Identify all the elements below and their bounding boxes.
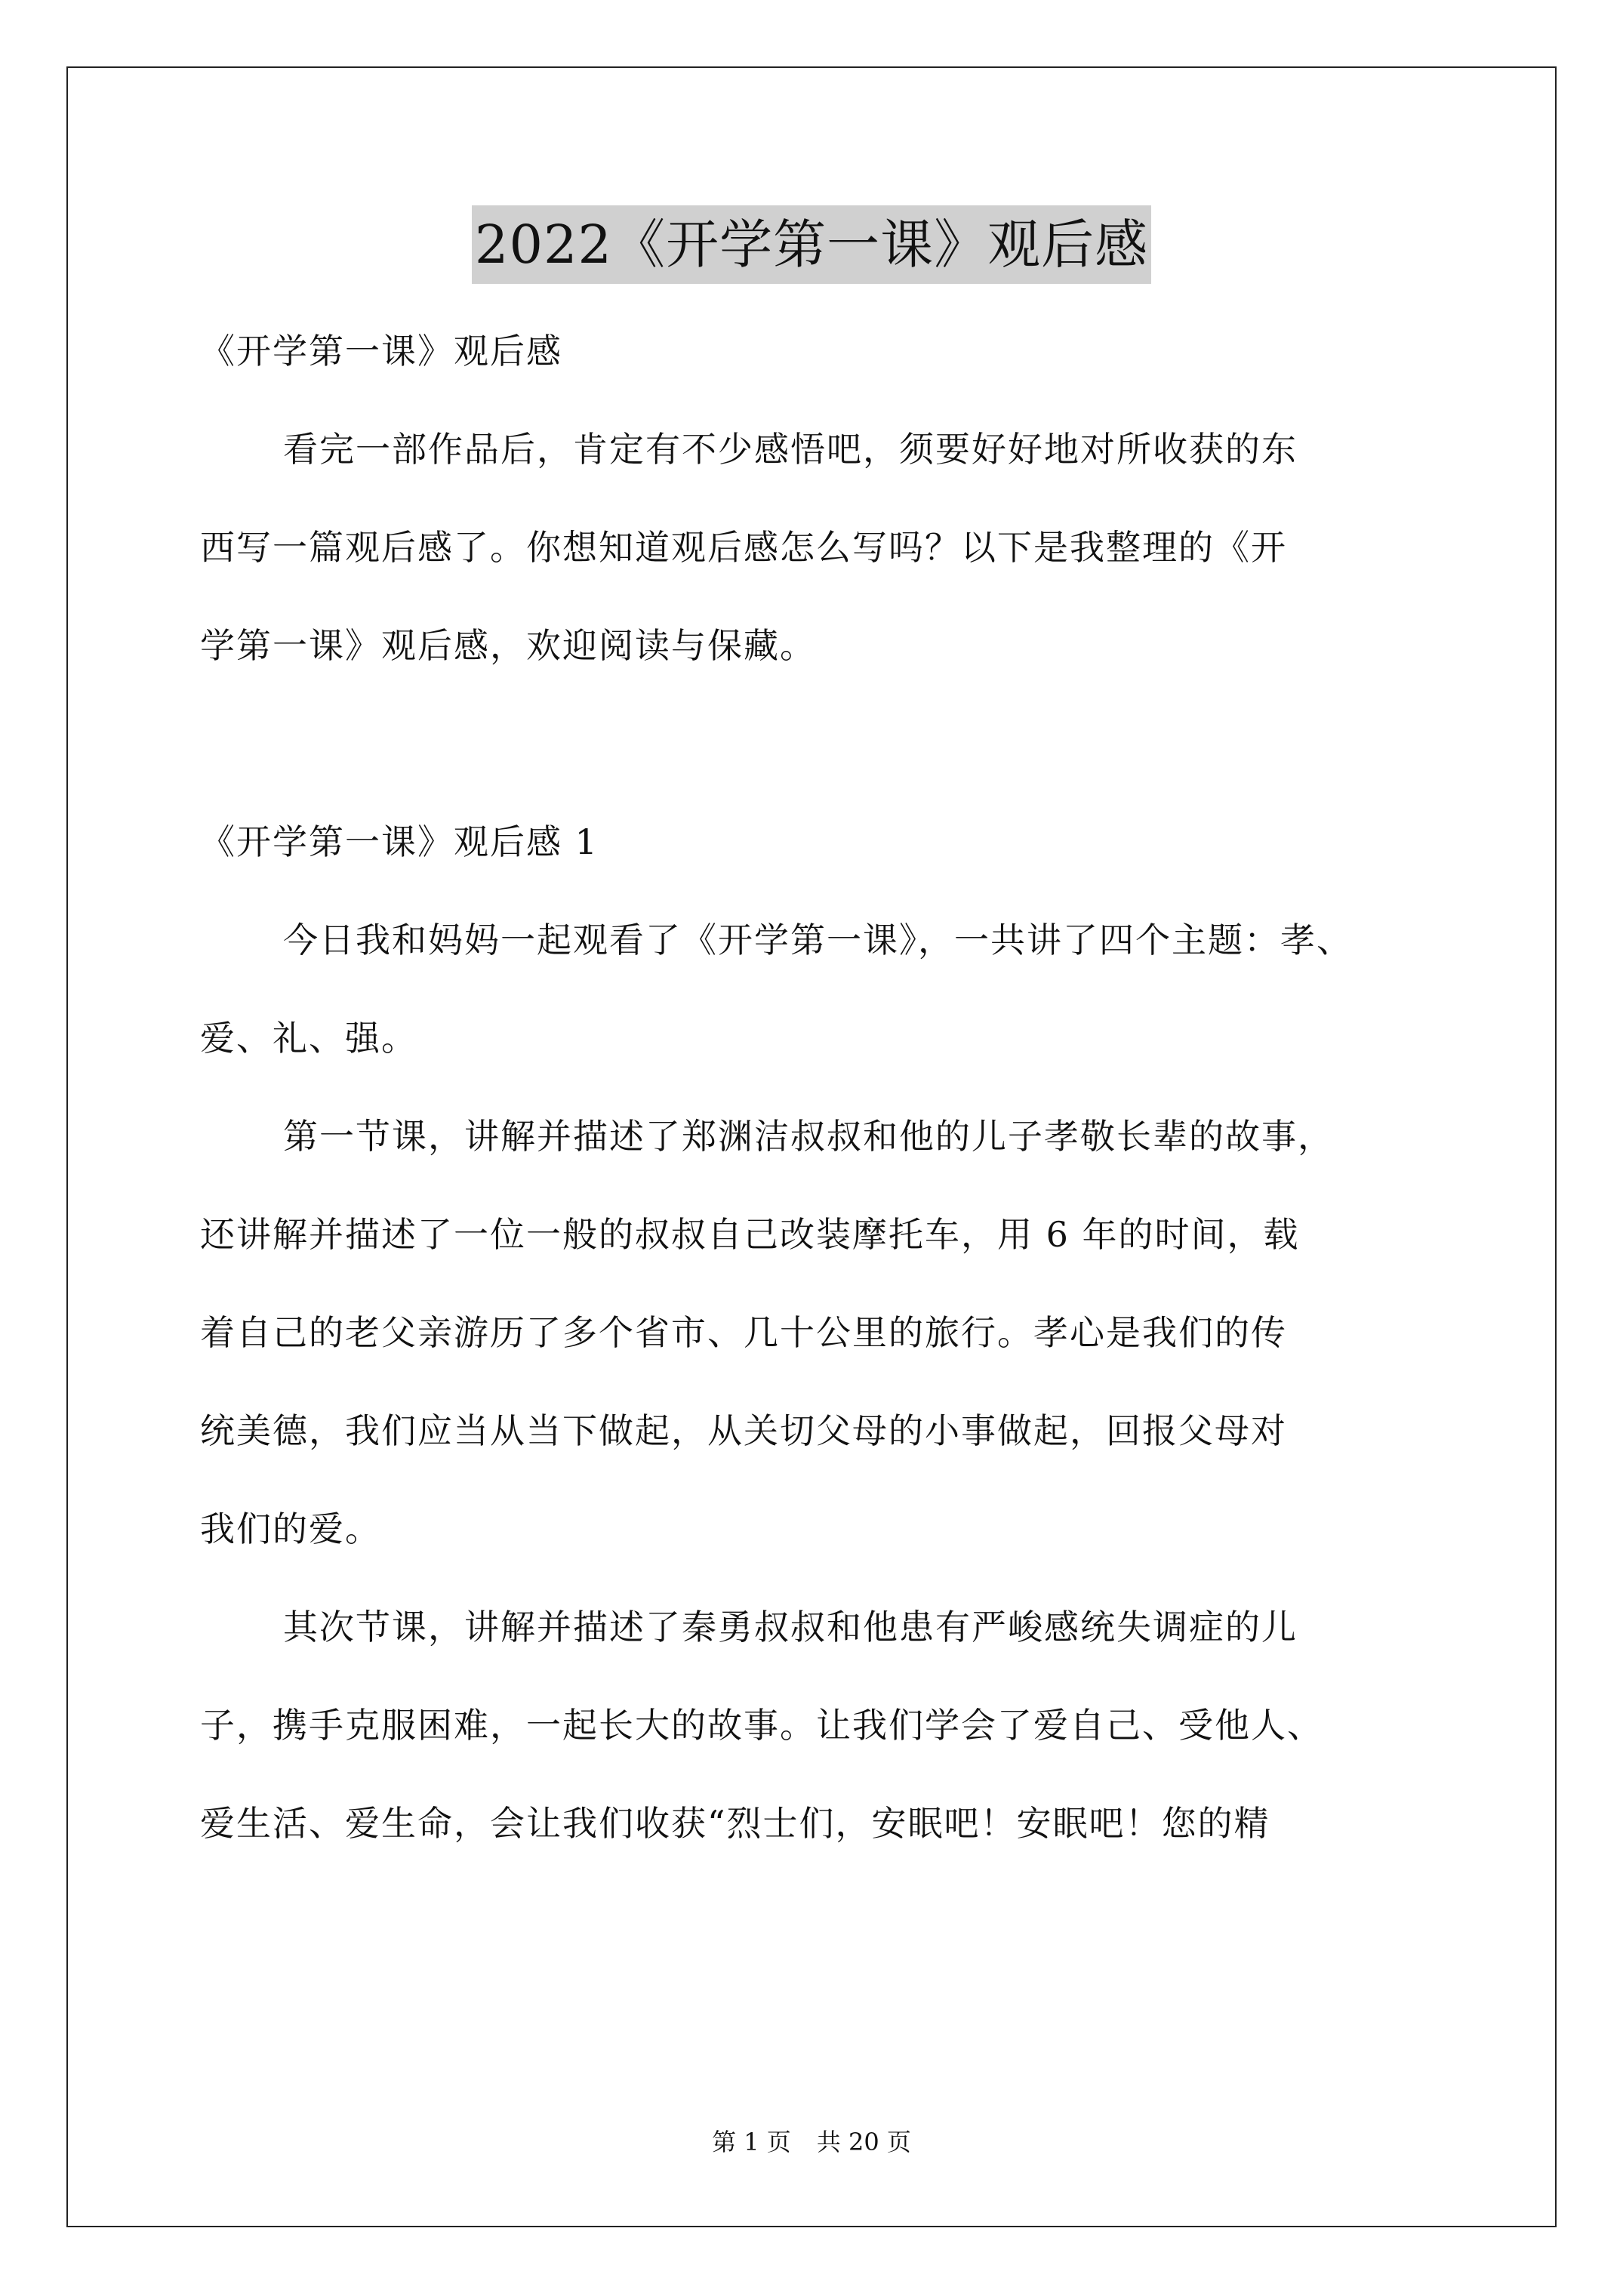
- paragraph-line: 还讲解并描述了一位一般的叔叔自己改装摩托车，用 6 年的时间，载: [200, 1214, 1300, 1255]
- page-number: 第 1 页: [712, 2128, 791, 2156]
- document-body: [200, 302, 1438, 1872]
- page-footer: [0, 2125, 1623, 2159]
- paragraph-line: 着自己的老父亲游历了多个省市、几十公里的旅行。孝心是我们的传: [200, 1312, 1287, 1353]
- paragraph-line: 爱、礼、强。: [200, 1018, 417, 1059]
- paragraph-line: 统美德，我们应当从当下做起，从关切父母的小事做起，回报父母对: [200, 1410, 1287, 1451]
- blank-spacer: [200, 695, 1438, 793]
- paragraph-line: 今日我和妈妈一起观看了《开学第一课》，一共讲了四个主题：孝、: [283, 920, 1353, 960]
- paragraph-line: 西写一篇观后感了。你想知道观后感怎么写吗？以下是我整理的《开: [200, 527, 1287, 568]
- paragraph-line: 学第一课》观后感，欢迎阅读与保藏。: [200, 625, 816, 666]
- paragraph-line: 其次节课，讲解并描述了秦勇叔叔和他患有严峻感统失调症的儿: [283, 1607, 1298, 1647]
- paragraph-line: 第一节课，讲解并描述了郑渊洁叔叔和他的儿子孝敬长辈的故事，: [283, 1116, 1334, 1157]
- title-container: [0, 205, 1623, 284]
- paragraph-line: 爱生活、爱生命，会让我们收获“烈士们，安眠吧！安眠吧！您的精: [200, 1803, 1270, 1844]
- document-title: 2022《开学第一课》观后感: [472, 205, 1151, 284]
- paragraph-line: 看完一部作品后，肯定有不少感悟吧，须要好好地对所收获的东: [283, 429, 1298, 470]
- page-total: 共 20 页: [816, 2128, 911, 2156]
- section-heading: 《开学第一课》观后感 1: [200, 821, 599, 862]
- subtitle-line: 《开学第一课》观后感: [200, 331, 562, 371]
- paragraph-line: 我们的爱。: [200, 1509, 381, 1549]
- paragraph-line: 子，携手克服困难，一起长大的故事。让我们学会了爱自己、受他人、: [200, 1705, 1323, 1746]
